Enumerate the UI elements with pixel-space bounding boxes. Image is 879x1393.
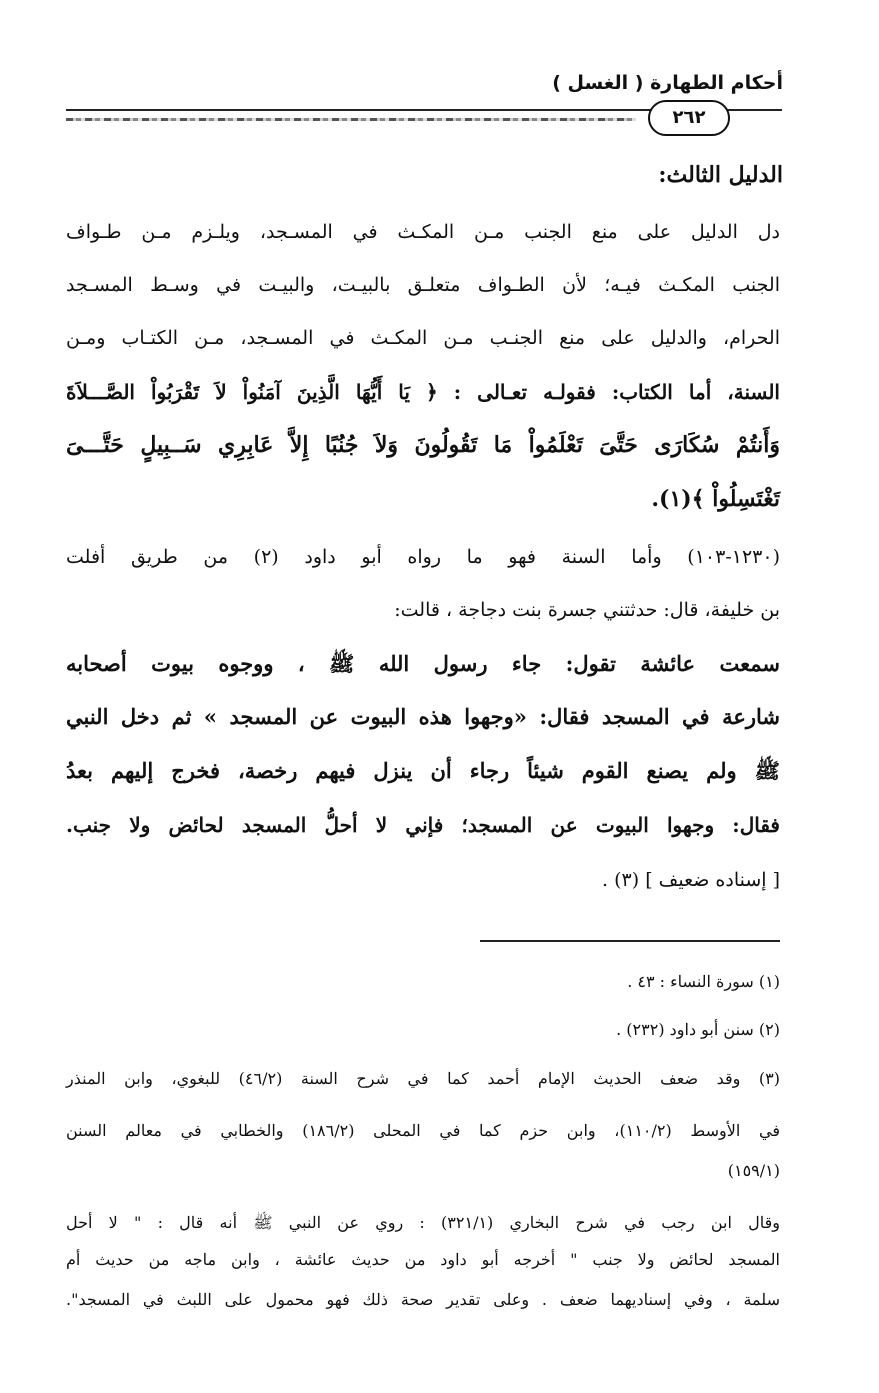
footnote: (١) سورة النساء : ٤٣ . (627, 972, 780, 991)
body-line: دل الدليل على منع الجنب مـن المكـث في المسـجد، ويلـزم مـن طـواف (66, 221, 780, 243)
footnote: (٢) سنن أبو داود (٢٣٢) . (616, 1020, 780, 1039)
header-ornament (66, 118, 636, 121)
quran-line: السنة، أما الكتاب: فقولـه تعـالى : ﴿ يَا أَيُّهَا الَّذِينَ آمَنُواْ لاَ تَقْرَبُواْ الصَّـــلاَةَ (66, 380, 780, 404)
hadith-line: ﷺ ولم يصنع القوم شيئاً رجاء أن ينزل فيهم رخصة، فخرج إليهم بعدُ (66, 758, 780, 783)
body-line: بن خليفة، قال: حدثتني جسرة بنت دجاجة ، قالت: (394, 599, 780, 621)
running-header-title: أحكام الطهارة ( الغسل ) (552, 72, 783, 94)
footnote: في الأوسط (١١٠/٢)، وابن حزم كما في المحلى (١٨٦/٢) والخطابي في معالم السنن (66, 1121, 780, 1140)
footnote: (٣) وقد ضعف الحديث الإمام أحمد كما في شرح السنة (٤٦/٢) للبغوي، وابن المنذر (66, 1069, 780, 1088)
section-heading: الدليل الثالث: (658, 162, 783, 188)
body-line: (١٢٣٠-١٠٣) وأما السنة فهو ما رواه أبو داود (٢) من طريق أفلت (66, 546, 780, 568)
page-number: ٢٦٢ (648, 100, 730, 136)
grading: [ إسناده ضعيف ] (٣) . (602, 869, 780, 891)
body-line: الحرام، والدليل على منع الجنـب مـن المكـث في المسـجد، مـن الكتـاب ومـن (66, 327, 780, 349)
footnote: وقال ابن رجب في شرح البخاري (٣٢١/١) : روي عن النبي ﷺ أنه قال : " لا أحل (66, 1213, 781, 1232)
hadith-line: سمعت عائشة تقول: جاء رسول الله ﷺ ، ووجوه بيوت أصحابه (66, 651, 780, 676)
quran-line: وَأَنتُمْ سُكَارَى حَتَّىَ تَعْلَمُواْ مَا تَقُولُونَ وَلاَ جُنُبًا إِلاَّ عَابِرِي سَــبِيلٍ حَتَّـــىَ (66, 432, 780, 458)
hadith-line: فقال: وجهوا البيوت عن المسجد؛ فإني لا أحلُّ المسجد لحائض ولا جنب. (66, 813, 780, 837)
footnote: سلمة ، وفي إسناديهما ضعف . وعلى تقدير صحة ذلك فهو محمول على اللبث في المسجد". (66, 1290, 780, 1309)
footnote: (١٥٩/١) (727, 1161, 780, 1180)
hadith-line: شارعة في المسجد فقال: «وجهوا هذه البيوت عن المسجد » ثم دخل النبي (66, 704, 780, 729)
footnote-separator (480, 940, 780, 942)
quran-line: تَغْتَسِلُواْ ﴾(١). (651, 486, 780, 512)
footnote: المسجد لحائض ولا جنب " أخرجه أبو داود من حديث عائشة ، وابن ماجه من حديث أم (66, 1250, 780, 1269)
body-line: الجنب المكـث فيـه؛ لأن الطـواف متعلـق بالبيـت، والبيـت في وسـط المسـجد (66, 274, 780, 296)
